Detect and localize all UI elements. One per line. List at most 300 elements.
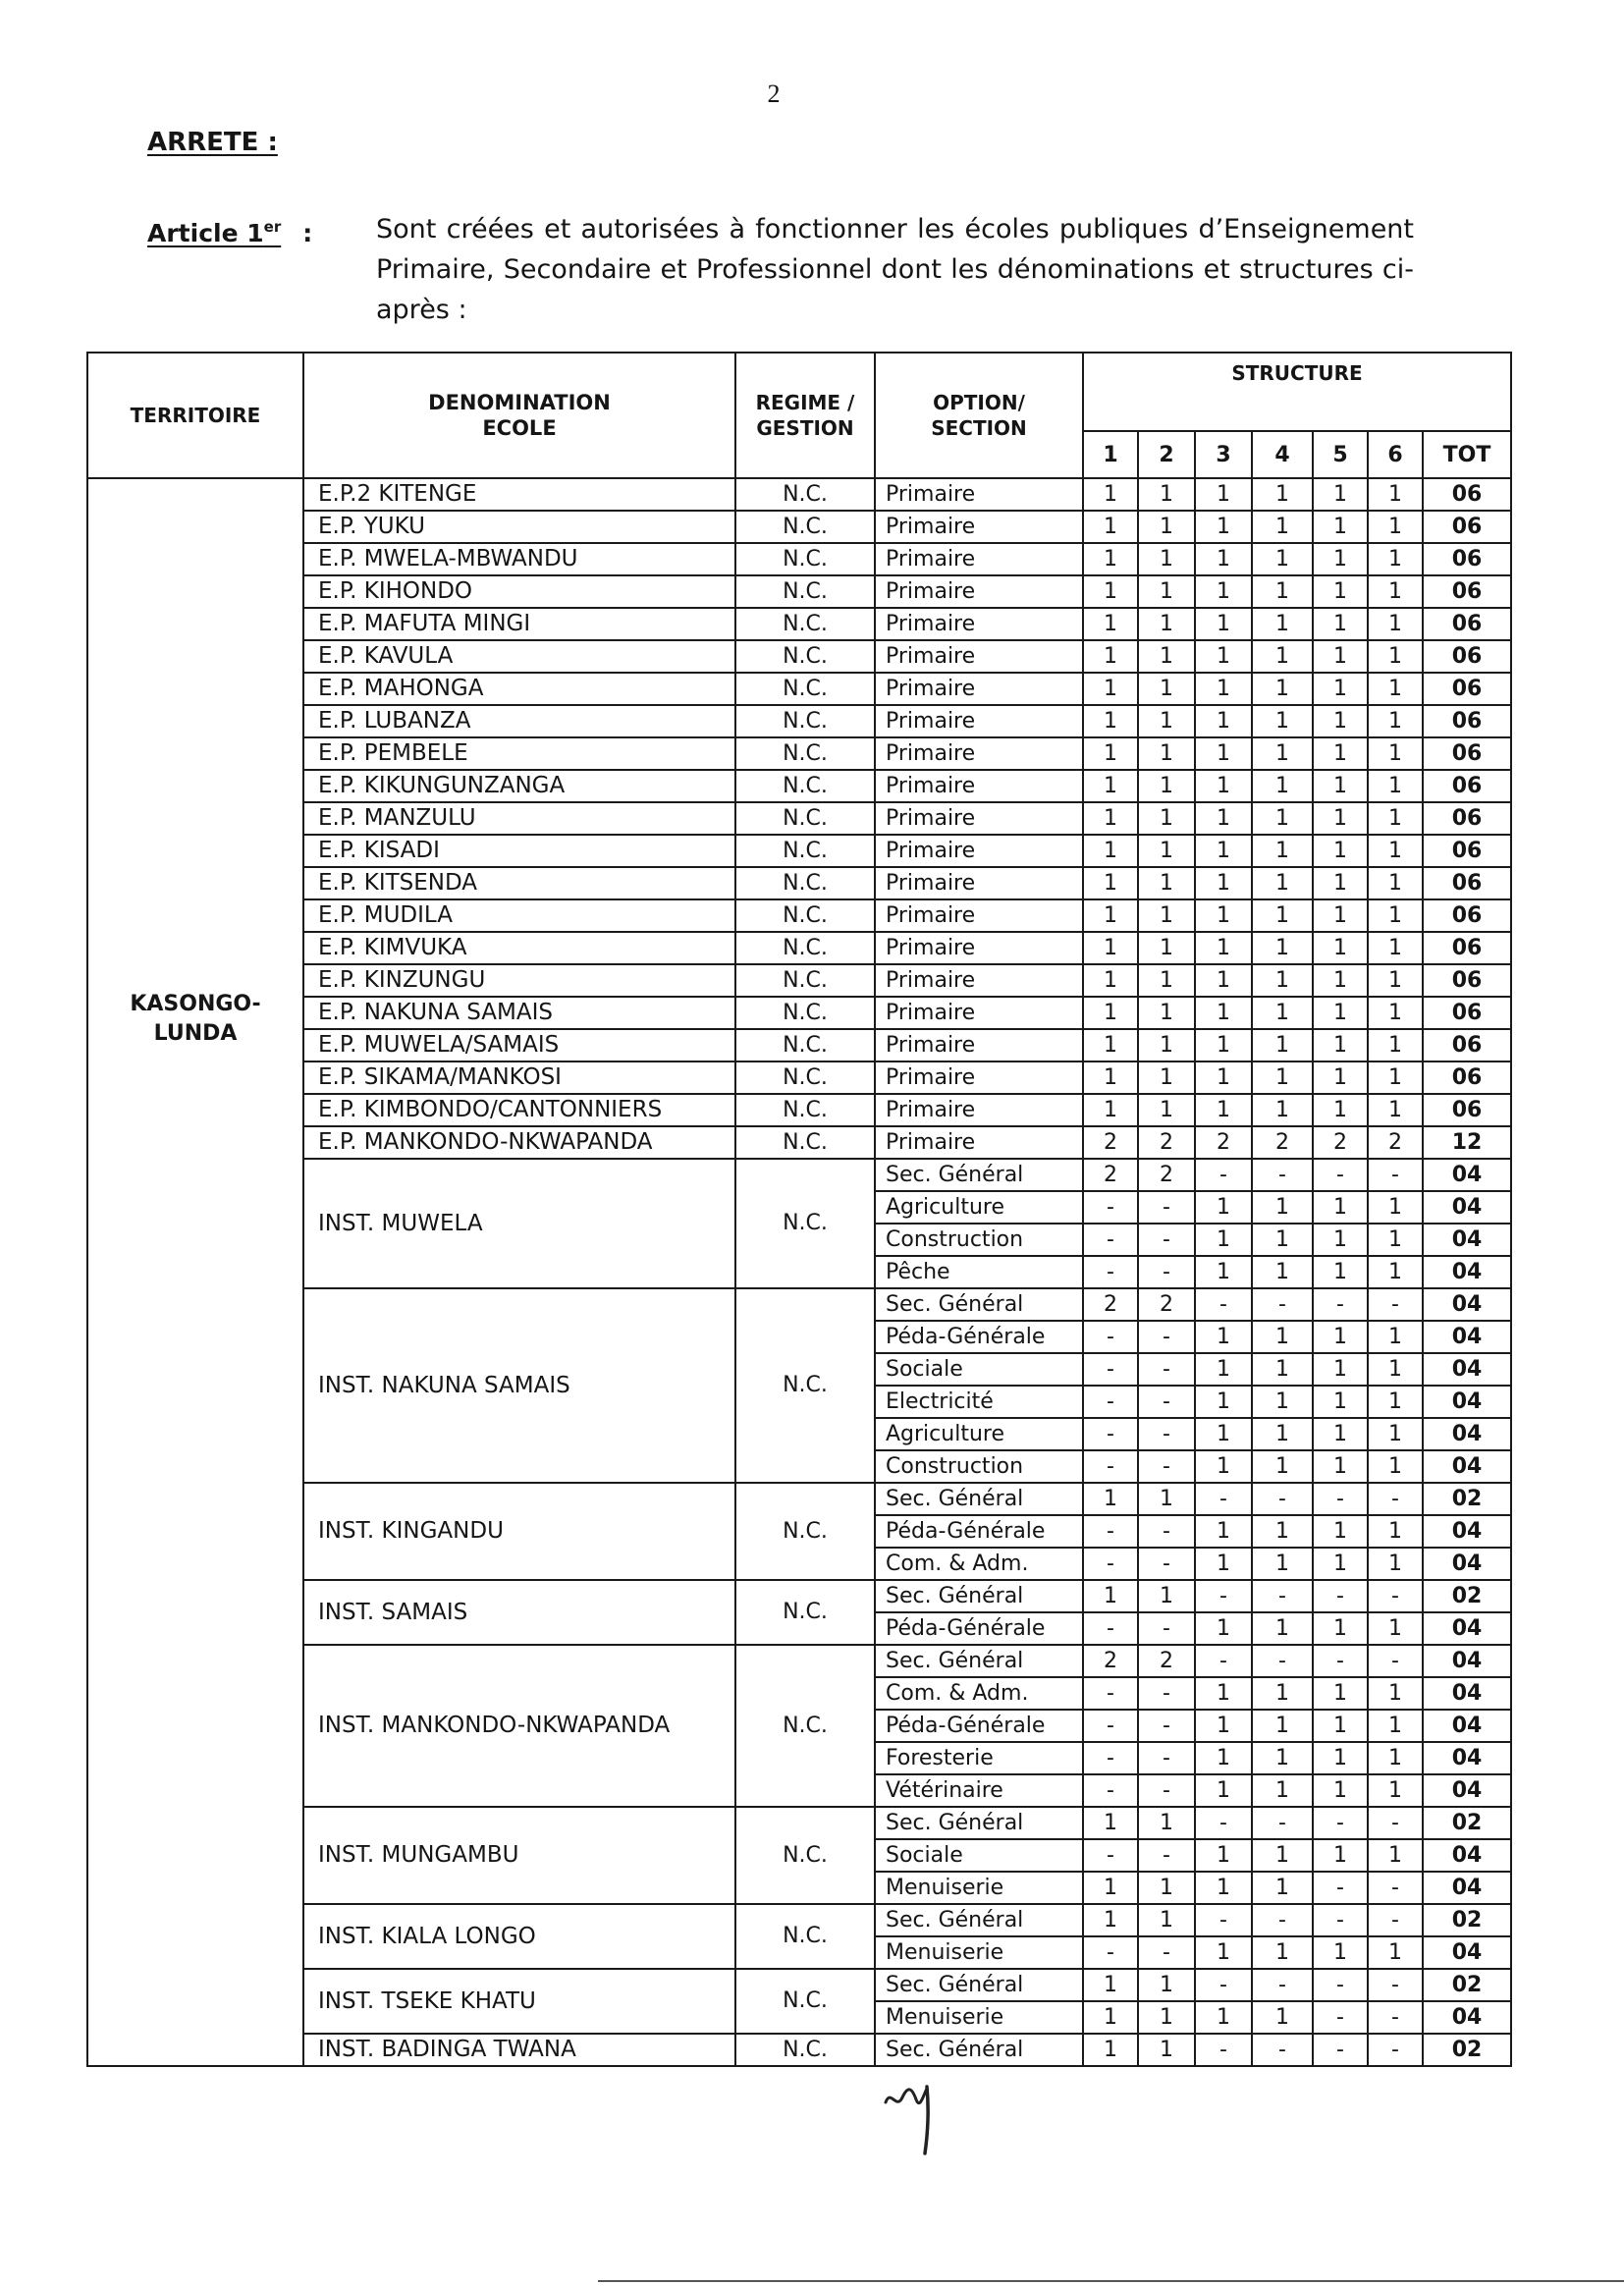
level-cell: 1 <box>1313 770 1368 802</box>
total-cell: 06 <box>1423 478 1511 511</box>
level-cell: - <box>1138 1548 1195 1580</box>
regime-cell: N.C. <box>735 2034 875 2066</box>
level-cell: 1 <box>1252 1515 1313 1548</box>
level-cell: 1 <box>1368 1677 1423 1710</box>
level-cell: 1 <box>1313 608 1368 640</box>
level-cell: 1 <box>1195 1936 1252 1969</box>
level-cell: 1 <box>1252 1450 1313 1483</box>
level-cell: 1 <box>1083 867 1138 899</box>
level-cell: - <box>1138 1321 1195 1353</box>
level-cell: 1 <box>1083 478 1138 511</box>
total-cell: 06 <box>1423 932 1511 964</box>
level-cell: 1 <box>1368 997 1423 1029</box>
regime-cell: N.C. <box>735 1029 875 1061</box>
total-cell: 06 <box>1423 737 1511 770</box>
level-cell: - <box>1138 1386 1195 1418</box>
level-cell: 1 <box>1195 1515 1252 1548</box>
level-cell: 1 <box>1138 1580 1195 1612</box>
level-cell: 1 <box>1368 1029 1423 1061</box>
level-cell: 1 <box>1138 899 1195 932</box>
level-cell: 1 <box>1252 1353 1313 1386</box>
school-name-cell: E.P. MUDILA <box>303 899 735 932</box>
level-cell: 1 <box>1195 932 1252 964</box>
level-cell: - <box>1313 1872 1368 1904</box>
level-cell: 1 <box>1252 867 1313 899</box>
school-name-cell: INST. TSEKE KHATU <box>303 1969 735 2034</box>
level-cell: 1 <box>1313 1548 1368 1580</box>
school-name-cell: E.P. YUKU <box>303 511 735 543</box>
level-cell: - <box>1138 1224 1195 1256</box>
level-cell: - <box>1138 1450 1195 1483</box>
level-cell: - <box>1083 1839 1138 1872</box>
level-cell: 1 <box>1313 1515 1368 1548</box>
total-cell: 06 <box>1423 511 1511 543</box>
total-cell: 04 <box>1423 1224 1511 1256</box>
level-cell: 1 <box>1313 1677 1368 1710</box>
level-cell: 1 <box>1195 1839 1252 1872</box>
level-cell: 1 <box>1138 705 1195 737</box>
level-cell: - <box>1313 1483 1368 1515</box>
level-cell: - <box>1368 2034 1423 2066</box>
table-body <box>87 478 1511 2066</box>
total-cell: 06 <box>1423 608 1511 640</box>
header-level: 2 <box>1138 431 1195 478</box>
article-colon: : <box>302 219 313 247</box>
header-denomination-line: DENOMINATION <box>428 391 611 414</box>
level-cell: - <box>1195 1645 1252 1677</box>
level-cell: 1 <box>1083 575 1138 608</box>
level-cell: 1 <box>1368 1418 1423 1450</box>
level-cell: 1 <box>1083 2001 1138 2034</box>
level-cell: 1 <box>1083 737 1138 770</box>
section-cell: Menuiserie <box>875 2001 1083 2034</box>
total-cell: 06 <box>1423 770 1511 802</box>
total-cell: 06 <box>1423 575 1511 608</box>
level-cell: 1 <box>1252 899 1313 932</box>
level-cell: - <box>1252 1580 1313 1612</box>
level-cell: 1 <box>1368 1224 1423 1256</box>
level-cell: 1 <box>1083 1872 1138 1904</box>
level-cell: 1 <box>1368 802 1423 835</box>
level-cell: 1 <box>1313 1450 1368 1483</box>
page-number: 2 <box>767 80 781 108</box>
total-cell: 02 <box>1423 1483 1511 1515</box>
level-cell: 1 <box>1083 511 1138 543</box>
regime-cell: N.C. <box>735 1094 875 1126</box>
total-cell: 02 <box>1423 1904 1511 1936</box>
section-cell: Construction <box>875 1450 1083 1483</box>
school-name-cell: E.P. KIHONDO <box>303 575 735 608</box>
header-option-line: SECTION <box>931 416 1027 440</box>
section-cell: Agriculture <box>875 1191 1083 1224</box>
level-cell: 1 <box>1313 997 1368 1029</box>
level-cell: 2 <box>1138 1288 1195 1321</box>
regime-cell: N.C. <box>735 608 875 640</box>
level-cell: 1 <box>1083 543 1138 575</box>
table-row <box>87 478 1511 511</box>
total-cell: 06 <box>1423 835 1511 867</box>
level-cell: 1 <box>1252 1321 1313 1353</box>
level-cell: 1 <box>1083 802 1138 835</box>
level-cell: 1 <box>1252 1872 1313 1904</box>
total-cell: 06 <box>1423 1029 1511 1061</box>
territory-name-line: LUNDA <box>153 1021 238 1046</box>
level-cell: 1 <box>1313 1353 1368 1386</box>
total-cell: 04 <box>1423 1936 1511 1969</box>
section-cell: Primaire <box>875 964 1083 997</box>
level-cell: - <box>1083 1742 1138 1774</box>
level-cell: 1 <box>1083 1807 1138 1839</box>
level-cell: 1 <box>1368 1353 1423 1386</box>
level-cell: 1 <box>1195 673 1252 705</box>
schools-table-container <box>86 352 1510 2157</box>
territory-name-line: KASONGO- <box>130 992 261 1016</box>
level-cell: - <box>1195 2034 1252 2066</box>
total-cell: 04 <box>1423 1256 1511 1288</box>
school-name-cell: E.P. PEMBELE <box>303 737 735 770</box>
schools-table <box>86 352 1512 2067</box>
school-name-cell: E.P. MAHONGA <box>303 673 735 705</box>
level-cell: 1 <box>1138 1904 1195 1936</box>
level-cell: 1 <box>1313 1061 1368 1094</box>
level-cell: - <box>1195 1807 1252 1839</box>
level-cell: - <box>1083 1515 1138 1548</box>
regime-cell: N.C. <box>735 737 875 770</box>
total-cell: 04 <box>1423 1742 1511 1774</box>
school-name-cell: E.P. LUBANZA <box>303 705 735 737</box>
level-cell: 1 <box>1252 2001 1313 2034</box>
section-cell: Péda-Générale <box>875 1612 1083 1645</box>
regime-cell: N.C. <box>735 1807 875 1904</box>
level-cell: 1 <box>1138 1969 1195 2001</box>
section-cell: Primaire <box>875 673 1083 705</box>
level-cell: 1 <box>1195 1386 1252 1418</box>
section-cell: Primaire <box>875 835 1083 867</box>
section-cell: Sec. Général <box>875 1904 1083 1936</box>
level-cell: 1 <box>1083 1483 1138 1515</box>
total-cell: 12 <box>1423 1126 1511 1159</box>
level-cell: 2 <box>1195 1126 1252 1159</box>
total-cell: 04 <box>1423 1872 1511 1904</box>
level-cell: 1 <box>1195 737 1252 770</box>
level-cell: 2 <box>1138 1159 1195 1191</box>
regime-cell: N.C. <box>735 899 875 932</box>
level-cell: 1 <box>1195 1872 1252 1904</box>
level-cell: 1 <box>1083 1580 1138 1612</box>
level-cell: 1 <box>1138 737 1195 770</box>
level-cell: 1 <box>1252 997 1313 1029</box>
level-cell: - <box>1368 1872 1423 1904</box>
section-cell: Primaire <box>875 705 1083 737</box>
level-cell: 1 <box>1138 2001 1195 2034</box>
level-cell: - <box>1083 1677 1138 1710</box>
level-cell: - <box>1083 1548 1138 1580</box>
level-cell: 1 <box>1195 1774 1252 1807</box>
school-name-cell: E.P. KIKUNGUNZANGA <box>303 770 735 802</box>
level-cell: 1 <box>1368 478 1423 511</box>
level-cell: 1 <box>1252 705 1313 737</box>
level-cell: - <box>1252 1969 1313 2001</box>
level-cell: 1 <box>1195 543 1252 575</box>
section-cell: Primaire <box>875 1126 1083 1159</box>
level-cell: 1 <box>1313 1936 1368 1969</box>
total-cell: 04 <box>1423 1450 1511 1483</box>
article-label-text: Article 1 <box>147 219 264 247</box>
level-cell: - <box>1083 1612 1138 1645</box>
level-cell: - <box>1138 1515 1195 1548</box>
section-cell: Sec. Général <box>875 1807 1083 1839</box>
total-cell: 04 <box>1423 1515 1511 1548</box>
regime-cell: N.C. <box>735 1288 875 1483</box>
section-cell: Foresterie <box>875 1742 1083 1774</box>
level-cell: 1 <box>1252 1029 1313 1061</box>
level-cell: 1 <box>1195 1094 1252 1126</box>
section-cell: Péda-Générale <box>875 1710 1083 1742</box>
level-cell: 1 <box>1368 640 1423 673</box>
level-cell: - <box>1083 1224 1138 1256</box>
level-cell: 1 <box>1195 1677 1252 1710</box>
level-cell: 1 <box>1313 802 1368 835</box>
section-cell: Vétérinaire <box>875 1774 1083 1807</box>
level-cell: 2 <box>1138 1645 1195 1677</box>
level-cell: 1 <box>1313 932 1368 964</box>
level-cell: - <box>1313 2034 1368 2066</box>
level-cell: - <box>1252 1483 1313 1515</box>
regime-cell: N.C. <box>735 867 875 899</box>
header-territoire: TERRITOIRE <box>87 353 303 478</box>
level-cell: 1 <box>1368 835 1423 867</box>
level-cell: - <box>1083 1191 1138 1224</box>
school-name-cell: E.P. MANKONDO-NKWAPANDA <box>303 1126 735 1159</box>
school-name-cell: INST. BADINGA TWANA <box>303 2034 735 2066</box>
section-cell: Primaire <box>875 802 1083 835</box>
article-number <box>147 219 281 247</box>
section-cell: Sociale <box>875 1839 1083 1872</box>
regime-cell: N.C. <box>735 705 875 737</box>
level-cell: 1 <box>1368 867 1423 899</box>
school-name-cell: E.P. MUWELA/SAMAIS <box>303 1029 735 1061</box>
level-cell: 1 <box>1083 1904 1138 1936</box>
level-cell: 1 <box>1138 478 1195 511</box>
total-cell: 04 <box>1423 1386 1511 1418</box>
section-cell: Sociale <box>875 1353 1083 1386</box>
level-cell: 1 <box>1368 1710 1423 1742</box>
level-cell: 1 <box>1252 1742 1313 1774</box>
level-cell: - <box>1083 1710 1138 1742</box>
level-cell: 2 <box>1252 1126 1313 1159</box>
level-cell: 1 <box>1368 608 1423 640</box>
level-cell: 1 <box>1195 1742 1252 1774</box>
level-cell: - <box>1138 1936 1195 1969</box>
level-cell: 1 <box>1252 1710 1313 1742</box>
regime-cell: N.C. <box>735 1904 875 1969</box>
level-cell: 1 <box>1313 899 1368 932</box>
total-cell: 06 <box>1423 964 1511 997</box>
level-cell: - <box>1368 1288 1423 1321</box>
level-cell: 1 <box>1195 802 1252 835</box>
total-cell: 02 <box>1423 1969 1511 2001</box>
school-name-cell: E.P. KAVULA <box>303 640 735 673</box>
header-level: 4 <box>1252 431 1313 478</box>
total-cell: 06 <box>1423 997 1511 1029</box>
decree-heading: ARRETE : <box>147 128 278 157</box>
level-cell: 1 <box>1313 1191 1368 1224</box>
level-cell: 1 <box>1313 1742 1368 1774</box>
level-cell: 2 <box>1083 1288 1138 1321</box>
level-cell: 1 <box>1083 640 1138 673</box>
level-cell: 1 <box>1252 575 1313 608</box>
regime-cell: N.C. <box>735 1126 875 1159</box>
section-cell: Menuiserie <box>875 1872 1083 1904</box>
section-cell: Sec. Général <box>875 1288 1083 1321</box>
level-cell: 1 <box>1252 608 1313 640</box>
level-cell: - <box>1252 2034 1313 2066</box>
level-cell: 1 <box>1138 802 1195 835</box>
section-cell: Primaire <box>875 867 1083 899</box>
level-cell: - <box>1195 1483 1252 1515</box>
level-cell: 1 <box>1083 997 1138 1029</box>
level-cell: - <box>1138 1710 1195 1742</box>
level-cell: - <box>1368 1159 1423 1191</box>
level-cell: 1 <box>1252 1612 1313 1645</box>
section-cell: Construction <box>875 1224 1083 1256</box>
level-cell: 1 <box>1083 1969 1138 2001</box>
level-cell: 1 <box>1195 511 1252 543</box>
regime-cell: N.C. <box>735 835 875 867</box>
level-cell: 1 <box>1252 1191 1313 1224</box>
total-cell: 06 <box>1423 1094 1511 1126</box>
level-cell: 1 <box>1368 899 1423 932</box>
level-cell: 1 <box>1138 640 1195 673</box>
regime-cell: N.C. <box>735 511 875 543</box>
level-cell: 1 <box>1195 835 1252 867</box>
level-cell: 1 <box>1313 1612 1368 1645</box>
school-name-cell: INST. MANKONDO-NKWAPANDA <box>303 1645 735 1807</box>
level-cell: 1 <box>1313 1094 1368 1126</box>
section-cell: Electricité <box>875 1386 1083 1418</box>
level-cell: 1 <box>1195 575 1252 608</box>
school-name-cell: E.P. MAFUTA MINGI <box>303 608 735 640</box>
level-cell: 1 <box>1252 835 1313 867</box>
school-name-cell: E.P. NAKUNA SAMAIS <box>303 997 735 1029</box>
total-cell: 06 <box>1423 705 1511 737</box>
total-cell: 04 <box>1423 1548 1511 1580</box>
school-name-cell: E.P. KIMVUKA <box>303 932 735 964</box>
level-cell: - <box>1138 1256 1195 1288</box>
level-cell: 1 <box>1252 1418 1313 1450</box>
level-cell: 1 <box>1083 1029 1138 1061</box>
level-cell: 1 <box>1313 705 1368 737</box>
total-cell: 04 <box>1423 1774 1511 1807</box>
section-cell: Primaire <box>875 932 1083 964</box>
level-cell: 1 <box>1368 1774 1423 1807</box>
level-cell: - <box>1195 1904 1252 1936</box>
regime-cell: N.C. <box>735 640 875 673</box>
level-cell: 1 <box>1195 899 1252 932</box>
level-cell: 1 <box>1313 1418 1368 1450</box>
level-cell: - <box>1252 1645 1313 1677</box>
level-cell: 1 <box>1195 1418 1252 1450</box>
total-cell: 06 <box>1423 899 1511 932</box>
level-cell: - <box>1313 1580 1368 1612</box>
header-regime-line: REGIME / <box>755 391 855 414</box>
level-cell: - <box>1252 1807 1313 1839</box>
level-cell: 1 <box>1252 1839 1313 1872</box>
level-cell: - <box>1252 1288 1313 1321</box>
regime-cell: N.C. <box>735 770 875 802</box>
school-name-cell: INST. MUWELA <box>303 1159 735 1288</box>
level-cell: 1 <box>1195 1191 1252 1224</box>
level-cell: 1 <box>1195 1321 1252 1353</box>
section-cell: Primaire <box>875 997 1083 1029</box>
level-cell: 2 <box>1138 1126 1195 1159</box>
total-cell: 02 <box>1423 1580 1511 1612</box>
level-cell: 1 <box>1368 1548 1423 1580</box>
level-cell: 1 <box>1138 2034 1195 2066</box>
header-denomination <box>303 353 735 478</box>
level-cell: 1 <box>1195 640 1252 673</box>
level-cell: 1 <box>1195 1612 1252 1645</box>
total-cell: 06 <box>1423 867 1511 899</box>
level-cell: 1 <box>1313 867 1368 899</box>
regime-cell: N.C. <box>735 1159 875 1288</box>
level-cell: - <box>1138 1353 1195 1386</box>
level-cell: - <box>1313 1159 1368 1191</box>
level-cell: - <box>1195 1159 1252 1191</box>
level-cell: - <box>1313 1288 1368 1321</box>
level-cell: 1 <box>1368 1612 1423 1645</box>
total-cell: 04 <box>1423 1353 1511 1386</box>
level-cell: 2 <box>1368 1126 1423 1159</box>
level-cell: 1 <box>1138 543 1195 575</box>
total-cell: 04 <box>1423 1418 1511 1450</box>
level-cell: 1 <box>1252 1061 1313 1094</box>
level-cell: 1 <box>1252 1548 1313 1580</box>
level-cell: - <box>1252 1904 1313 1936</box>
level-cell: - <box>1138 1612 1195 1645</box>
level-cell: 1 <box>1252 543 1313 575</box>
level-cell: 1 <box>1138 575 1195 608</box>
level-cell: 1 <box>1138 1061 1195 1094</box>
level-cell: - <box>1138 1774 1195 1807</box>
level-cell: 1 <box>1138 1483 1195 1515</box>
total-cell: 06 <box>1423 802 1511 835</box>
level-cell: 1 <box>1083 705 1138 737</box>
header-option <box>875 353 1083 478</box>
level-cell: 1 <box>1252 673 1313 705</box>
level-cell: 1 <box>1368 737 1423 770</box>
level-cell: - <box>1368 1645 1423 1677</box>
level-cell: - <box>1138 1191 1195 1224</box>
level-cell: 1 <box>1083 770 1138 802</box>
level-cell: - <box>1083 1256 1138 1288</box>
level-cell: 1 <box>1195 1256 1252 1288</box>
header-denomination-line: ECOLE <box>482 416 557 440</box>
level-cell: 1 <box>1083 608 1138 640</box>
regime-cell: N.C. <box>735 575 875 608</box>
section-cell: Primaire <box>875 1061 1083 1094</box>
header-option-line: OPTION/ <box>933 391 1025 414</box>
level-cell: - <box>1368 1807 1423 1839</box>
level-cell: 1 <box>1252 1094 1313 1126</box>
level-cell: 1 <box>1138 997 1195 1029</box>
school-name-cell: E.P. SIKAMA/MANKOSI <box>303 1061 735 1094</box>
level-cell: 1 <box>1368 1936 1423 1969</box>
total-cell: 04 <box>1423 1159 1511 1191</box>
section-cell: Menuiserie <box>875 1936 1083 1969</box>
section-cell: Sec. Général <box>875 1483 1083 1515</box>
section-cell: Péda-Générale <box>875 1515 1083 1548</box>
